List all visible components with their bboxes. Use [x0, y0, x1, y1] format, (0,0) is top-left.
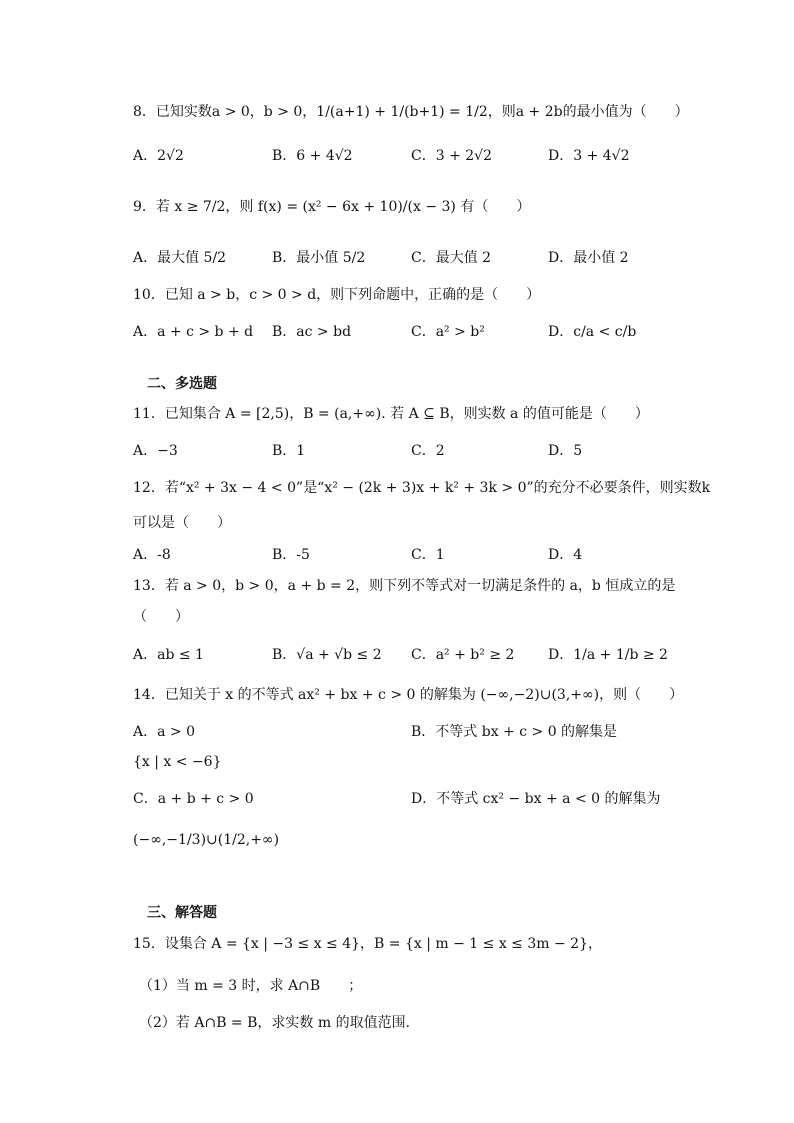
question-12-option-a: A．-8 — [133, 547, 171, 563]
question-12-option-c: C．1 — [411, 547, 445, 563]
section-heading-solutions: 三、解答题 — [147, 905, 217, 921]
question-11-option-b: B．1 — [272, 443, 306, 459]
question-11-stem: 11．已知集合 A = [2,5)，B = (a,+∞). 若 A ⊆ B，则实数 a 的值可能是（ ） — [133, 406, 649, 422]
question-11-option-a: A．−3 — [133, 443, 178, 459]
question-9-option-d: D．最小值 2 — [548, 250, 629, 266]
question-10-option-c: C．a² > b² — [411, 324, 485, 340]
question-10-stem: 10．已知 a > b，c > 0 > d，则下列命题中，正确的是（ ） — [133, 287, 541, 303]
question-11-option-d: D．5 — [548, 443, 583, 459]
question-14-option-d: D．不等式 cx² − bx + a < 0 的解集为 — [411, 791, 661, 807]
question-9-stem: 9．若 x ≥ 7/2，则 f(x) = (x² − 6x + 10)/(x − 3) 有（ ） — [133, 199, 531, 215]
question-15-stem: 15．设集合 A = {x | −3 ≤ x ≤ 4}，B = {x | m − 1 ≤ x ≤ 3m − 2}， — [133, 936, 602, 952]
question-8-option-b: B．6 + 4√2 — [272, 148, 353, 164]
question-8-option-a: A．2√2 — [133, 148, 184, 164]
question-13-option-d: D．1/a + 1/b ≥ 2 — [548, 647, 668, 663]
question-13-option-b: B．√a + √b ≤ 2 — [272, 647, 382, 663]
question-10-option-a: A．a + c > b + d — [133, 324, 254, 340]
question-15-part-1: （1）当 m = 3 时，求 A∩B ； — [139, 978, 363, 994]
question-13-stem: 13．若 a > 0，b > 0，a + b = 2，则下列不等式对一切满足条件的 a，b 恒成立的是 — [133, 578, 676, 594]
question-13-stem-continuation: （ ） — [133, 609, 189, 625]
question-11-option-c: C．2 — [411, 443, 445, 459]
question-13-option-c: C．a² + b² ≥ 2 — [411, 647, 515, 663]
question-12-option-d: D．4 — [548, 547, 583, 563]
question-14-option-c: C．a + b + c > 0 — [133, 791, 254, 807]
question-14-option-a: A．a > 0 — [133, 724, 195, 740]
question-9-option-c: C．最大值 2 — [411, 250, 492, 266]
question-10-option-b: B．ac > bd — [272, 324, 352, 340]
question-12-stem-continuation: 可以是（ ） — [133, 515, 231, 531]
question-14-option-b: B．不等式 bx + c > 0 的解集是 — [411, 724, 618, 740]
section-heading-multiple-choice: 二、多选题 — [147, 376, 217, 392]
question-15-part-2: （2）若 A∩B = B，求实数 m 的取值范围． — [139, 1015, 420, 1031]
question-9-option-a: A．最大值 5/2 — [133, 250, 227, 266]
question-13-option-a: A．ab ≤ 1 — [133, 647, 204, 663]
question-8-option-c: C．3 + 2√2 — [411, 148, 492, 164]
question-14-stem: 14．已知关于 x 的不等式 ax² + bx + c > 0 的解集为 (−∞,−2)∪(3,+∞)，则（ ） — [133, 687, 684, 703]
question-12-option-b: B．-5 — [272, 547, 310, 563]
question-14-option-b-continuation: {x | x < −6} — [133, 754, 222, 770]
question-8-stem: 8．已知实数a > 0，b > 0，1/(a+1) + 1/(b+1) = 1/2，则a + 2b的最小值为（ ） — [133, 104, 689, 120]
question-14-option-d-continuation: (−∞,−1/3)∪(1/2,+∞) — [133, 832, 280, 848]
question-12-stem: 12．若“x² + 3x − 4 < 0”是“x² − (2k + 3)x + k² + 3k > 0”的充分不必要条件，则实数k — [133, 480, 711, 496]
question-8-option-d: D．3 + 4√2 — [548, 148, 630, 164]
question-9-option-b: B．最小值 5/2 — [272, 250, 366, 266]
question-10-option-d: D．c/a < c/b — [548, 324, 637, 340]
